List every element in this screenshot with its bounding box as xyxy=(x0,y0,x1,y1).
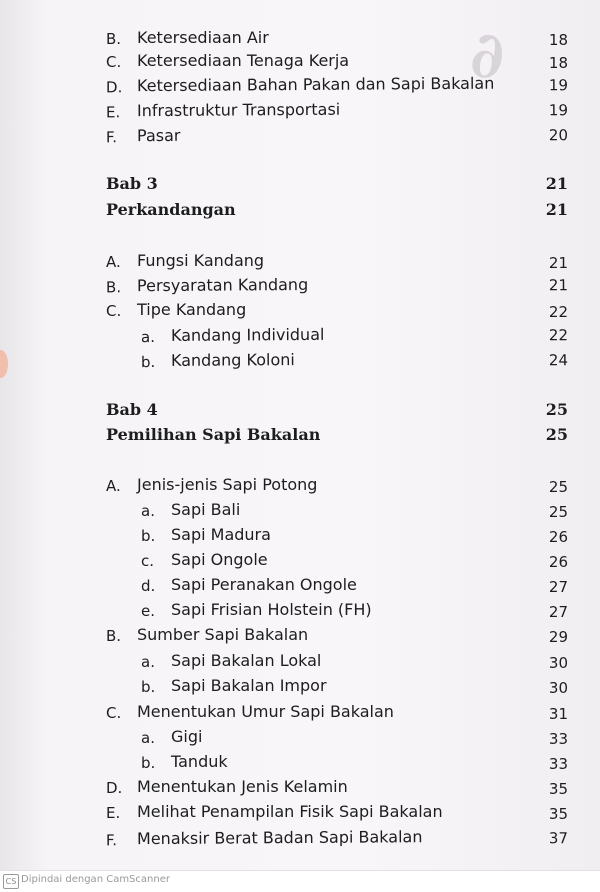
toc-entry-title: Sapi Frisian Holstein (FH) xyxy=(171,600,372,619)
toc-page-number: 27 xyxy=(548,578,568,596)
toc-page-number: 26 xyxy=(548,528,568,546)
toc-entry-marker: a. xyxy=(141,653,155,671)
scanner-credit: Dipindai dengan CamScanner xyxy=(21,874,170,885)
toc-entry xyxy=(0,702,600,726)
toc-entry-marker: a. xyxy=(141,502,155,520)
toc-entry xyxy=(0,727,600,751)
toc-entry-title: Gigi xyxy=(171,727,203,746)
toc-entry xyxy=(0,28,600,52)
toc-entry-title: Sapi Bakalan Impor xyxy=(171,676,327,695)
toc-entry-title: Menaksir Berat Badan Sapi Bakalan xyxy=(136,827,423,849)
toc-entry-marker: B. xyxy=(105,278,122,297)
toc-entry-marker: C. xyxy=(106,704,122,722)
toc-entry xyxy=(0,651,600,675)
scanner-footer xyxy=(0,870,600,892)
toc-entry-marker: B. xyxy=(106,627,122,645)
toc-entry xyxy=(0,525,600,549)
chapter-title: Pemilihan Sapi Bakalan xyxy=(106,425,321,444)
bleed-through-decoration: ∂ xyxy=(470,18,505,93)
toc-entry-title: Sapi Madura xyxy=(171,525,271,544)
toc-entry-title: Sapi Peranakan Ongole xyxy=(171,575,357,594)
toc-entry-marker: D. xyxy=(105,78,123,97)
toc-page-number: 19 xyxy=(548,101,569,120)
toc-entry-title: Ketersediaan Air xyxy=(137,28,269,47)
toc-page-number: 25 xyxy=(548,478,568,496)
toc-entry-marker: B. xyxy=(106,30,122,48)
toc-entry-title: Sumber Sapi Bakalan xyxy=(137,625,309,644)
chapter-title: Perkandangan xyxy=(106,200,236,219)
toc-entry-marker: A. xyxy=(106,477,121,495)
toc-entry-marker: b. xyxy=(141,678,156,696)
toc-entry xyxy=(0,98,600,126)
toc-entry-marker: D. xyxy=(106,779,123,797)
toc-page-number: 25 xyxy=(545,400,568,419)
toc-page-number: 37 xyxy=(548,829,569,848)
chapter-title: Bab 4 xyxy=(106,400,158,419)
toc-entry-marker: F. xyxy=(105,831,118,850)
toc-page-number: 35 xyxy=(548,780,568,798)
toc-page-number: 24 xyxy=(548,351,569,370)
toc-page-number: 26 xyxy=(548,553,568,571)
toc-entry-marker: e. xyxy=(141,602,155,620)
toc-entry-title: Sapi Bali xyxy=(171,500,241,519)
toc-entry-title: Persyaratan Kandang xyxy=(136,274,309,296)
toc-entry xyxy=(0,73,600,101)
chapter-title: Bab 3 xyxy=(106,174,158,193)
toc-entry-title: Sapi Bakalan Lokal xyxy=(171,651,322,670)
toc-entry-marker: C. xyxy=(106,302,122,320)
toc-entry-marker: A. xyxy=(106,253,121,271)
toc-page-number: 27 xyxy=(548,603,568,621)
toc-page-number: 21 xyxy=(548,276,569,295)
toc-entry xyxy=(0,676,600,700)
toc-page-number: 25 xyxy=(545,425,568,444)
toc-entry-title: Infrastruktur Transportasi xyxy=(136,99,341,121)
toc-entry-marker: c. xyxy=(141,552,155,570)
toc-page-number: 33 xyxy=(548,730,568,748)
toc-entry-title: Ketersediaan Tenaga Kerja xyxy=(137,51,350,70)
toc-entry-title: Tanduk xyxy=(171,752,228,771)
toc-page-number: 18 xyxy=(548,54,568,72)
toc-entry-marker: b. xyxy=(140,353,156,372)
toc-page-number: 30 xyxy=(548,654,568,672)
toc-page-number: 20 xyxy=(548,126,569,145)
toc-entry-marker: d. xyxy=(141,577,156,595)
toc-entry-marker: C. xyxy=(106,53,122,71)
toc-entry-title: Tipe Kandang xyxy=(137,300,247,319)
toc-entry xyxy=(0,826,600,854)
toc-entry xyxy=(0,475,600,499)
toc-entry-title: Fungsi Kandang xyxy=(137,251,265,270)
toc-entry xyxy=(0,575,600,599)
toc-entry-title: Ketersediaan Bahan Pakan dan Sapi Bakalan xyxy=(136,73,495,96)
toc-entry xyxy=(0,625,600,649)
toc-entry xyxy=(0,550,600,574)
chapter-heading xyxy=(0,400,600,424)
toc-entry xyxy=(0,802,600,826)
toc-entry-marker: b. xyxy=(141,527,156,545)
toc-entry-title: Kandang Koloni xyxy=(170,350,295,370)
toc-entry xyxy=(0,600,600,624)
chapter-heading xyxy=(0,200,600,224)
toc-page-number: 19 xyxy=(548,76,569,95)
toc-page-number: 21 xyxy=(545,200,568,219)
toc-page-number: 29 xyxy=(548,628,568,646)
chapter-heading xyxy=(0,425,600,449)
toc-entry xyxy=(0,348,600,376)
toc-page-number: 30 xyxy=(548,679,568,697)
toc-page-number: 35 xyxy=(548,805,568,823)
toc-entry xyxy=(0,273,600,301)
toc-entry-marker: a. xyxy=(140,328,156,347)
toc-entry-title: Kandang Individual xyxy=(170,324,325,345)
toc-entry-marker: E. xyxy=(105,103,121,122)
toc-page-number: 33 xyxy=(548,755,568,773)
toc-entry-title: Menentukan Jenis Kelamin xyxy=(137,777,348,796)
toc-page-number: 22 xyxy=(548,303,568,321)
toc-page-number: 18 xyxy=(548,31,568,49)
toc-entry-title: Melihat Penampilan Fisik Sapi Bakalan xyxy=(137,802,443,821)
toc-entry-marker: b. xyxy=(141,754,156,772)
toc-entry xyxy=(0,323,600,351)
toc-entry xyxy=(0,777,600,801)
toc-entry xyxy=(0,123,600,151)
toc-entry xyxy=(0,51,600,75)
toc-entry-marker: F. xyxy=(105,128,118,147)
chapter-heading xyxy=(0,174,600,198)
toc-entry xyxy=(0,500,600,524)
toc-entry xyxy=(0,300,600,324)
toc-page-number: 21 xyxy=(545,174,568,193)
toc-entry xyxy=(0,752,600,776)
toc-entry-title: Menentukan Umur Sapi Bakalan xyxy=(137,702,394,721)
toc-entry-title: Sapi Ongole xyxy=(171,550,268,569)
camscanner-icon: CS xyxy=(3,874,19,889)
toc-entry-marker: a. xyxy=(141,729,155,747)
toc-entry-title: Pasar xyxy=(136,125,181,146)
toc-entry-title: Jenis-jenis Sapi Potong xyxy=(137,475,318,494)
toc-page-number: 31 xyxy=(548,705,568,723)
toc-page-number: 21 xyxy=(548,254,568,272)
toc-entry xyxy=(0,251,600,275)
toc-page-number: 25 xyxy=(548,503,568,521)
toc-page-number: 22 xyxy=(548,326,569,345)
toc-entry-marker: E. xyxy=(106,804,121,822)
